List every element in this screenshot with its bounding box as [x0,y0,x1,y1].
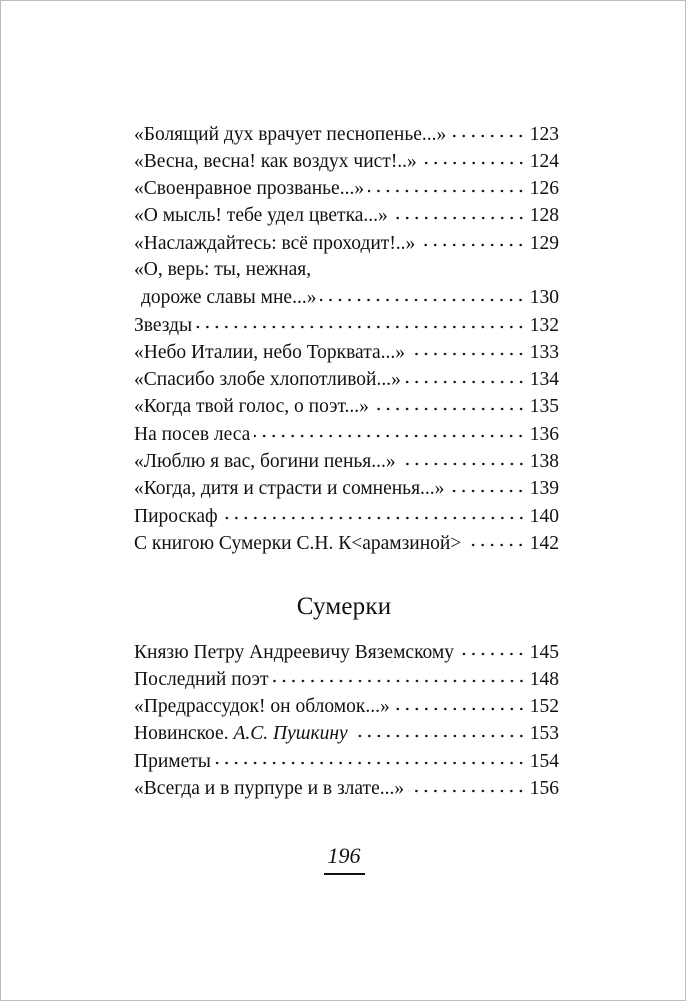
toc-entry-title: «Своенравное прозванье...» [134,178,365,200]
toc-entry-title: «Предрассудок! он обломок...» [134,696,390,718]
toc-entry-page: 128 [529,205,559,227]
toc-entry-title: Новинское. [134,723,229,745]
toc-entry-title: «Когда, дитя и страсти и сомненья...» [134,478,445,500]
page-number: 196 [327,843,361,868]
toc-entry-page: 123 [529,123,559,145]
toc-entry-page: 142 [529,532,559,554]
toc-entry-page: 139 [529,478,559,500]
toc-entry[interactable] [134,175,559,202]
toc-entry-title: Князю Петру Андреевичу Вяземскому [134,641,455,663]
toc-entry-title: С книгою Сумерки С.Н. К<арамзиной> [134,532,462,554]
toc-entry-dedication: А.С. Пушкину [233,723,348,745]
toc-entry-page: 145 [529,641,559,663]
dot-leader [373,393,526,413]
toc-entry-title: Последний поэт [134,668,269,690]
toc-entry[interactable] [134,120,559,147]
dot-leader [465,529,525,549]
toc-entry-page: 135 [529,396,559,418]
toc-entry-multiline[interactable] [134,256,559,311]
dot-leader [273,665,526,685]
dot-leader [405,366,526,386]
toc-entry-page: 124 [529,150,559,172]
toc-entry-title: «Небо Италии, небо Торквата...» [134,341,406,363]
dot-leader [400,448,526,468]
toc-entry-page: 154 [529,750,559,772]
toc-entry-title: Приметы [134,750,211,772]
toc-entry[interactable] [134,475,559,502]
dot-leader [254,420,525,440]
toc-entry-title: «Люблю я вас, богини пенья...» [134,451,396,473]
toc-entry-page: 148 [529,668,559,690]
page-number-underline [324,873,365,875]
dot-leader [394,693,526,713]
table-of-contents-part-2 [134,638,559,802]
toc-entry-page: 126 [529,178,559,200]
toc-entry-page: 130 [529,287,559,309]
toc-entry[interactable] [134,638,559,665]
toc-entry[interactable] [134,147,559,174]
toc-entry[interactable] [134,420,559,447]
dot-leader [320,284,525,304]
toc-entry-title-group [134,720,348,747]
toc-entry[interactable] [134,747,559,774]
toc-entry[interactable] [134,529,559,556]
toc-entry-title-line2: дороже славы мне...» [141,287,317,309]
toc-entry-page: 140 [529,505,559,527]
dot-leader [368,175,526,195]
toc-entry-title: «Когда твой голос, о поэт...» [134,396,369,418]
toc-entry[interactable] [134,720,559,747]
toc-entry[interactable] [134,229,559,256]
toc-entry[interactable] [134,448,559,475]
toc-entry[interactable] [134,393,559,420]
dot-leader [222,502,526,522]
dot-leader [409,338,526,358]
toc-entry-page: 152 [529,696,559,718]
toc-entry[interactable] [134,774,559,801]
toc-entry-page: 133 [529,341,559,363]
toc-entry[interactable] [134,693,559,720]
dot-leader [196,311,526,331]
dot-leader [392,202,526,222]
dot-leader [458,638,526,658]
toc-entry-page: 134 [529,369,559,391]
toc-entry-title: На посев леса [134,423,251,445]
dot-leader [352,720,526,740]
toc-entry-title: «Болящий дух врачует песнопенье...» [134,123,447,145]
toc-entry-page: 132 [529,314,559,336]
dot-leader [408,774,526,794]
toc-entry[interactable] [134,311,559,338]
toc-entry-page: 138 [529,451,559,473]
toc-entry-title: «Весна, весна! как воздух чист!..» [134,150,417,172]
dot-leader [450,120,526,140]
toc-entry-title: «Наслаждайтесь: всё проходит!..» [134,232,416,254]
dot-leader [419,229,525,249]
dot-leader [448,475,525,495]
section-heading: Сумерки [296,593,392,620]
toc-entry-page: 136 [529,423,559,445]
toc-entry-title: «Спасибо злобе хлопотливой...» [134,369,401,391]
toc-entry-page: 156 [529,777,559,799]
toc-entry-title: Звезды [134,314,193,336]
dot-leader [421,147,526,167]
toc-entry[interactable] [134,202,559,229]
dot-leader [215,747,526,767]
toc-entry[interactable] [134,502,559,529]
toc-entry-title: «О мысль! тебе удел цветка...» [134,205,388,227]
toc-entry-title: Пироскаф [134,505,218,527]
toc-entry[interactable] [134,665,559,692]
toc-entry[interactable] [134,366,559,393]
toc-entry-title-line1: «О, верь: ты, нежная, [134,259,312,281]
toc-entry-page: 153 [529,723,559,745]
table-of-contents-part-1 [134,120,559,557]
toc-entry-page: 129 [529,232,559,254]
toc-entry-title: «Всегда и в пурпуре и в злате...» [134,777,405,799]
toc-entry[interactable] [134,338,559,365]
